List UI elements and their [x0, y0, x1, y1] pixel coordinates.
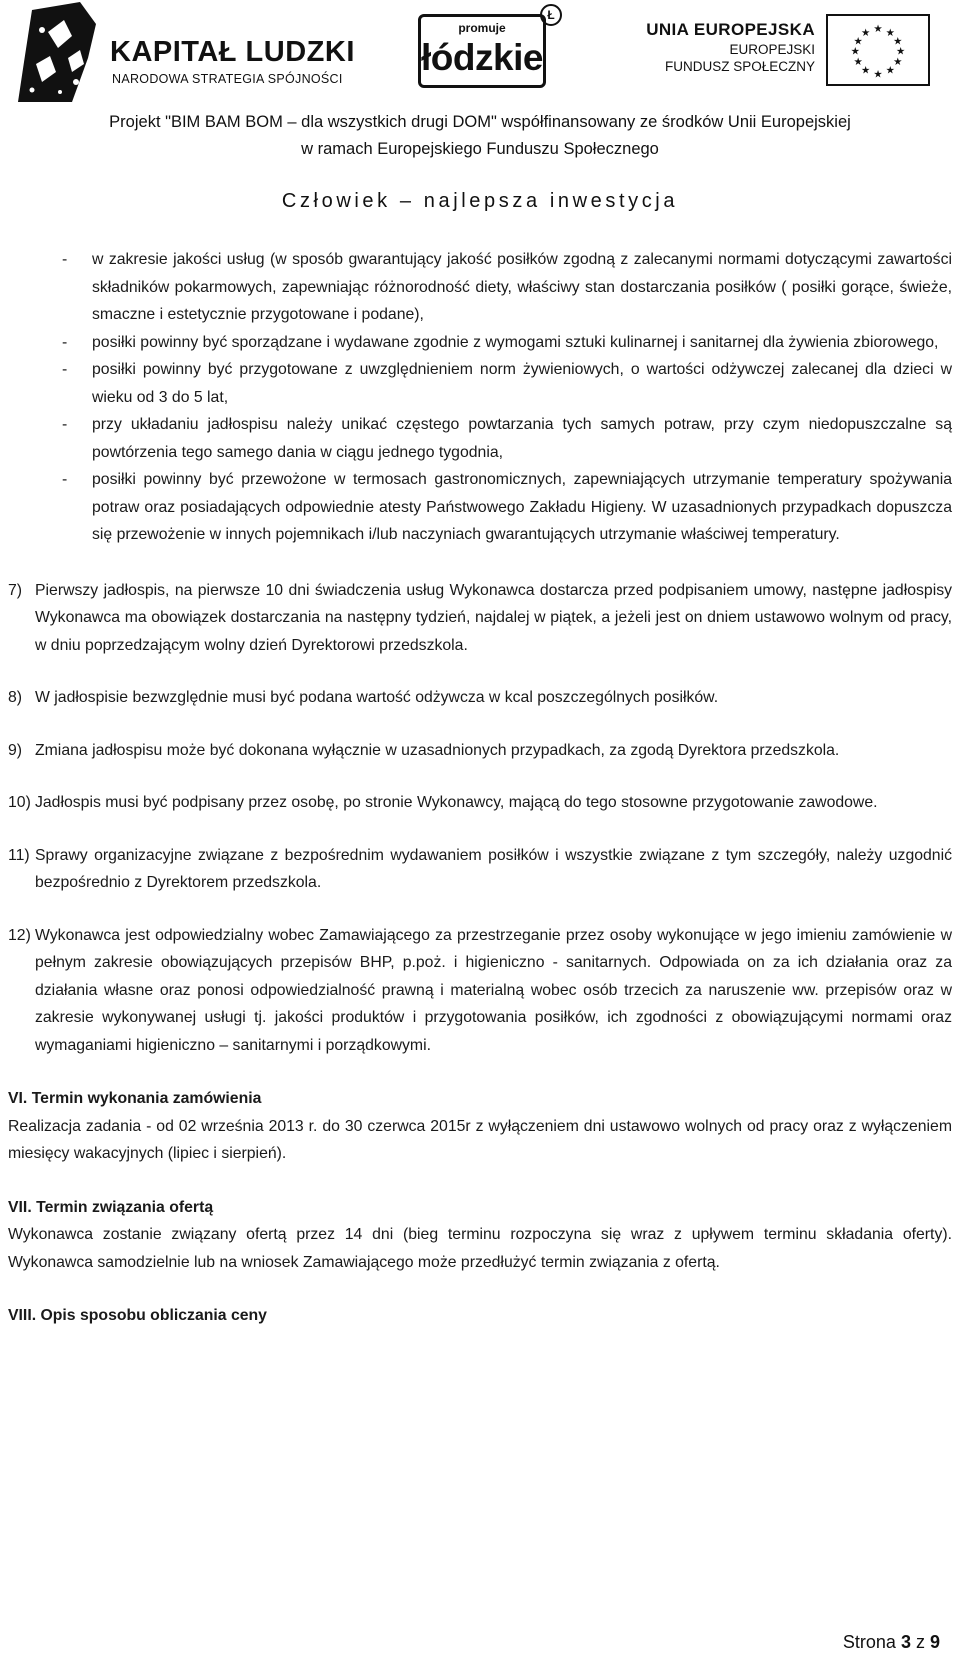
list-item-text: posiłki powinny być przygotowane z uwzględnieniem norm żywieniowych, o wartości odżywczej zalecanej dla dzieci w wieku od 3 do 5 lat, — [92, 361, 952, 406]
item-text: Pierwszy jadłospis, na pierwsze 10 dni świadczenia usług Wykonawca dostarcza przed podpisaniem umowy, następne jadłospisy Wykonawca ma obowiązek dostarczania na następny tydzień, najdalej w piątek, a jeżeli jest on dniem ustawowo wolnym od pracy, w dniu poprzedzającym wolny dzień Dyrektorowi przedszkola. — [35, 581, 952, 654]
item-number: 10) — [8, 794, 31, 811]
list-item — [62, 246, 952, 329]
page-number — [843, 1632, 940, 1653]
requirements-dash-list — [62, 246, 952, 549]
eu-logo-line3: FUNDUSZ SPOŁECZNY — [664, 59, 815, 74]
svg-text:★: ★ — [885, 64, 895, 77]
list-item — [62, 356, 952, 411]
numbered-item-12 — [8, 922, 952, 1060]
numbered-item-10 — [8, 789, 952, 817]
kapital-ludzki-emblem-icon — [18, 2, 108, 102]
item-text: Sprawy organizacyjne związane z bezpośrednim wydawaniem posiłków i wszystkie związane z tym szczegóły, należy uzgodnić bezpośrednio z Dyrektorem przedszkola. — [35, 846, 952, 891]
kapital-ludzki-logo — [18, 2, 358, 102]
list-item-text: posiłki powinny być przewożone w termosach gastronomicznych, zapewniających utrzymanie temperatury spożywania potraw oraz posiadających odpowiednie atesty Państwowego Zakładu Higieny. W uzasadnionych przypadkach dopuszcza się przewożenie w innych pojemnikach i/lub naczyniach gwarantujących utrzymanie właściwej temperatury. — [92, 471, 952, 543]
numbered-item-11 — [8, 842, 952, 897]
item-text: Wykonawca jest odpowiedzialny wobec Zamawiającego za przestrzeganie przez osoby wykonujące w jego imieniu zamówienie w pełnym zakresie obowiązujących przepisów BHP, p.poż. i higieniczno - sanitarnych. Odpowiada on za ich działania oraz za działania własne oraz ponosi odpowiedzialność prawną i materialną wobec osób trzecich za naruszenie ww. przepisów oraz w zakresie wykonywanej usługi tj. jakości produktów i przygotowania posiłków, ich zgodności z obowiązującymi normami oraz wymaganiami higieniczno – sanitarnymi i porządkowymi. — [35, 926, 952, 1054]
section-heading-vii: VII. Termin związania ofertą — [8, 1198, 214, 1216]
section-text-vi: Realizacja zadania - od 02 września 2013 r. do 30 czerwca 2015r z wyłączeniem dni ustawowo wolnych od pracy oraz z wyłączeniem miesięcy wakacyjnych (lipiec i sierpień). — [8, 1117, 952, 1162]
list-item-text: posiłki powinny być sporządzane i wydawane zgodnie z wymogami sztuki kulinarnej i sanitarnej dla żywienia zbiorowego, — [92, 333, 939, 351]
list-item-text: w zakresie jakości usług (w sposób gwarantujący jakość posiłków zgodną z zalecanymi normami dotyczącymi zawartości składników pokarmowych, zapewniając różnorodność diety, właściwy stan dostarczania posiłków ( posiłki gorące, świeże, smaczne i estetycznie przygotowane i podane), — [92, 251, 952, 323]
list-dash: - — [62, 471, 68, 488]
item-text: Zmiana jadłospisu może być dokonana wyłącznie w uzasadnionych przypadkach, za zgodą Dyrektora przedszkola. — [35, 741, 840, 759]
svg-text:★: ★ — [853, 35, 863, 48]
svg-text:★: ★ — [850, 45, 860, 58]
header-motto: Człowiek – najlepsza inwestycja — [281, 190, 679, 212]
project-line-2: w ramach Europejskiego Funduszu Społecznego — [301, 140, 659, 158]
numbered-item-8 — [8, 684, 952, 712]
svg-text:★: ★ — [861, 26, 871, 39]
list-item — [62, 329, 952, 357]
svg-text:★: ★ — [896, 45, 906, 58]
promuje-lodzkie-logo — [418, 4, 568, 86]
item-number: 11) — [8, 846, 30, 864]
list-dash: - — [62, 333, 68, 351]
svg-text:★: ★ — [873, 23, 883, 36]
item-number: 8) — [8, 689, 23, 706]
item-number: 12) — [8, 926, 31, 944]
list-dash: - — [62, 251, 68, 268]
item-number: 9) — [8, 741, 23, 759]
svg-text:★: ★ — [893, 35, 903, 48]
kapital-ludzki-subtitle: NARODOWA STRATEGIA SPÓJNOŚCI — [112, 72, 343, 86]
lodzkie-coin-icon: Ł — [540, 4, 562, 26]
list-item — [62, 466, 952, 549]
page-header — [0, 0, 960, 230]
item-text: W jadłospisie bezwzględnie musi być podana wartość odżywcza w kcal poszczególnych posiłków. — [35, 689, 719, 706]
lodzkie-logo-top: promuje — [458, 21, 506, 35]
page-total: 9 — [929, 1632, 940, 1652]
svg-text:★: ★ — [893, 56, 903, 69]
section-text-vii: Wykonawca zostanie związany ofertą przez 14 dni (bieg terminu rozpoczyna się wraz z upływem terminu składania oferty). Wykonawca samodzielnie lub na wniosek Zamawiającego może przedłużyć termin związania z ofertą. — [8, 1226, 952, 1271]
numbered-item-9 — [8, 737, 952, 765]
eu-logo — [640, 14, 930, 94]
page-current: 3 — [900, 1632, 911, 1652]
eu-flag-icon — [826, 14, 930, 86]
list-dash: - — [62, 361, 68, 378]
svg-text:★: ★ — [885, 26, 895, 39]
list-item — [62, 411, 952, 466]
section-heading-viii: VIII. Opis sposobu obliczania ceny — [8, 1307, 267, 1324]
numbered-item-7 — [8, 577, 952, 660]
eu-logo-line2: EUROPEJSKI — [729, 42, 815, 57]
item-number: 7) — [8, 581, 23, 599]
lodzkie-logo-frame — [418, 14, 546, 88]
item-text: Jadłospis musi być podpisany przez osobę, po stronie Wykonawcy, mającą do tego stosowne przygotowanie zawodowe. — [35, 794, 878, 811]
project-line-1: Projekt "BIM BAM BOM – dla wszystkich drugi DOM" współfinansowany ze środków Unii Europejskiej — [109, 113, 851, 131]
section-heading-vi: VI. Termin wykonania zamówienia — [8, 1090, 262, 1107]
lodzkie-logo-main: łódzkie — [421, 37, 543, 78]
svg-text:★: ★ — [873, 68, 883, 81]
svg-text:★: ★ — [861, 64, 871, 77]
kapital-ludzki-title: KAPITAŁ LUDZKI — [110, 36, 355, 68]
list-dash: - — [62, 416, 68, 433]
eu-logo-line1: UNIA EUROPEJSKA — [646, 20, 815, 39]
document-body — [0, 246, 960, 1330]
list-item-text: przy układaniu jadłospisu należy unikać częstego powtarzania tych samych potraw, przy czym niedopuszczalne są powtórzenia tego samego dania w ciągu jednego tygodnia, — [92, 416, 952, 461]
page-separator: z — [915, 1632, 925, 1652]
page-label: Strona — [842, 1632, 896, 1652]
eu-logo-text — [646, 20, 815, 74]
svg-text:★: ★ — [853, 56, 863, 69]
